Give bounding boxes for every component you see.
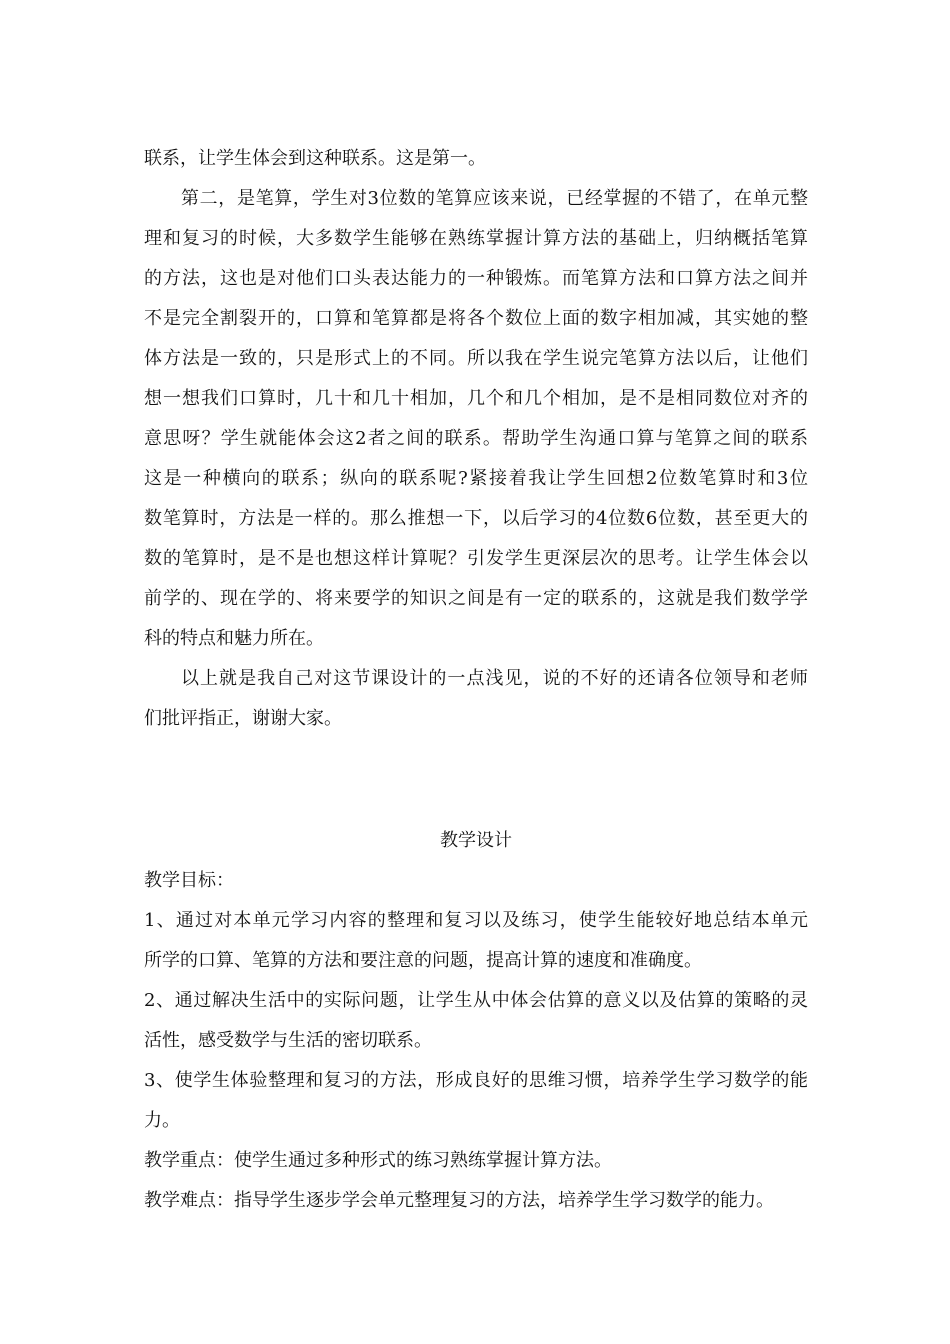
objective-line: 活性，感受数学与生活的密切联系。 [144, 1030, 432, 1051]
paragraph-line: 意思呀？学生就能体会这2者之间的联系。帮助学生沟通口算与笔算之间的联系 [144, 428, 808, 449]
objective-line: 2、通过解决生活中的实际问题，让学生从中体会估算的意义以及估算的策略的灵 [144, 990, 808, 1011]
paragraph-line: 理和复习的时候，大多数学生能够在熟练掌握计算方法的基础上，归纳概括笔算 [144, 228, 808, 249]
paragraph-line: 联系，让学生体会到这种联系。这是第一。 [144, 148, 486, 169]
paragraph-line: 的方法，这也是对他们口头表达能力的一种锻炼。而笔算方法和口算方法之间并 [144, 268, 808, 289]
objective-line: 力。 [144, 1110, 180, 1131]
paragraph-line: 想一想我们口算时，几十和几十相加，几个和几个相加，是不是相同数位对齐的 [144, 388, 808, 409]
paragraph-line: 数的笔算时，是不是也想这样计算呢？引发学生更深层次的思考。让学生体会以 [144, 548, 808, 569]
paragraph-line: 体方法是一致的，只是形式上的不同。所以我在学生说完笔算方法以后，让他们 [144, 348, 808, 369]
difficulty-line: 教学难点：指导学生逐步学会单元整理复习的方法，培养学生学习数学的能力。 [144, 1190, 774, 1211]
paragraph-line: 不是完全割裂开的，口算和笔算都是将各个数位上面的数字相加减，其实她的整 [144, 308, 808, 329]
section-spacer [144, 739, 808, 821]
paragraph-line: 以上就是我自己对这节课设计的一点浅见，说的不好的还请各位领导和老师 [181, 668, 808, 689]
objective-line: 1、通过对本单元学习内容的整理和复习以及练习，使学生能较好地总结本单元 [144, 910, 808, 931]
paragraph-line: 第二，是笔算，学生对3位数的笔算应该来说，已经掌握的不错了，在单元整 [181, 188, 808, 209]
objectives-heading: 教学目标： [144, 870, 234, 891]
section-title: 教学设计 [440, 830, 512, 851]
paragraph-line: 们批评指正，谢谢大家。 [144, 708, 342, 729]
objective-line: 所学的口算、笔算的方法和要注意的问题，提高计算的速度和准确度。 [144, 950, 702, 971]
key-point-line: 教学重点：使学生通过多种形式的练习熟练掌握计算方法。 [144, 1150, 612, 1171]
paragraph-line: 这是一种横向的联系；纵向的联系呢?紧接着我让学生回想2位数笔算时和3位 [144, 468, 808, 489]
document-page [144, 139, 808, 1221]
paragraph-line: 数笔算时，方法是一样的。那么推想一下，以后学习的4位数6位数，甚至更大的 [144, 508, 808, 529]
objective-line: 3、使学生体验整理和复习的方法，形成良好的思维习惯，培养学生学习数学的能 [144, 1070, 808, 1091]
paragraph-line: 前学的、现在学的、将来要学的知识之间是有一定的联系的，这就是我们数学学 [144, 588, 808, 609]
paragraph-line: 科的特点和魅力所在。 [144, 628, 324, 649]
